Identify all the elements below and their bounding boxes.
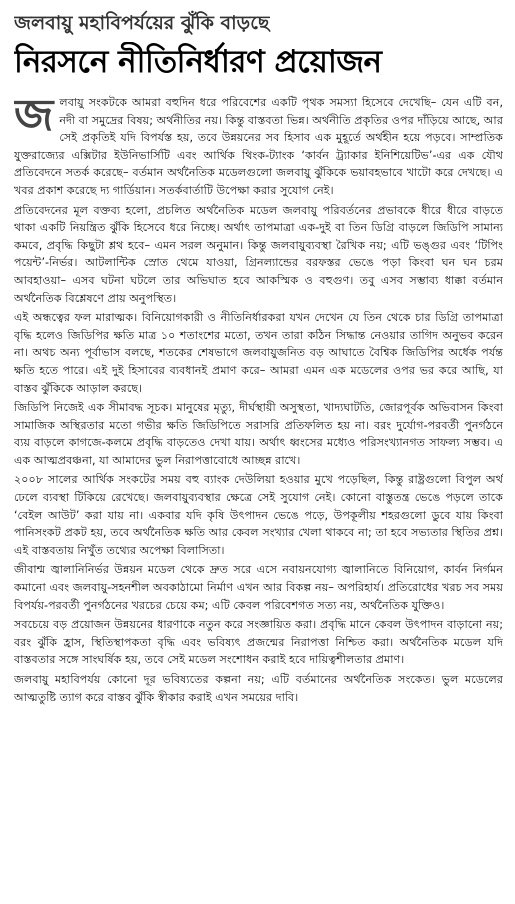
paragraph-text: লবায়ু সংকটকে আমরা বহুদিন ধরে পরিবেশের একটি পৃথক সমস্যা হিসেবে দেখেছি– যেন এটি বন, নদী বা সমুদ্রের বিষয়; অর্থনীতির নয়। কিন্তু বাস্তবতা ভিন্ন। অর্থনীতি প্রকৃতির ওপর দাঁড়িয়ে আছে, আর সেই প্রকৃতিই যদি বিপর্যস্ত হয়, তবে উন্নয়নের সব হিসাব এক মুহূর্তে অর্থহীন হয়ে পড়বে। সাম্প্রতিক যুক্তরাজ্যের এক্সিটার ইউনিভার্সিটি এবং আর্থিক থিংক-ট্যাংক ‘কার্বন ট্র্যাকার ইনিশিয়েটিভ’-এর এক যৌথ প্রতিবেদনে সতর্ক করেছে– বর্তমান অর্থনৈতিক মডেলগুলো জলবায়ু ঝুঁকিকে ভয়াবহভাবে খাটো করে দেখছে। এ খবর প্রকাশ করেছে দ্য গার্ডিয়ান। সতর্কবার্তাটি উপেক্ষা করার সুযোগ নেই। <box>14 96 503 197</box>
article-paragraph-7: সবচেয়ে বড় প্রয়োজন উন্নয়নের ধারণাকে নতুন করে সংজ্ঞায়িত করা। প্রবৃদ্ধি মানে কেবল উৎপাদন বাড়ানো নয়; বরং ঝুঁকি হ্রাস, স্থিতিস্থাপকতা বৃদ্ধি এবং ভবিষ্যৎ প্রজন্মের নিরাপত্তা নিশ্চিত করা। অর্থনৈতিক মডেল যদি বাস্তবতার সঙ্গে সাংঘর্ষিক হয়, তবে সেই মডেল সংশোধন করাই হবে দায়িত্বশীলতার প্রমাণ। <box>14 618 503 667</box>
article-paragraph-3: এই অন্ধত্বের ফল মারাত্মক। বিনিয়োগকারী ও নীতিনির্ধারকরা যখন দেখেন যে তিন থেকে চার ডিগ্রি তাপমাত্রা বৃদ্ধি হলেও জিডিপির ক্ষতি মাত্র ১০ শতাংশের মতো, তখন তারা কঠিন সিদ্ধান্ত নেওয়ার তাগিদ অনুভব করেন না। অথচ অন্য পূর্বাভাস বলছে, শতকের শেষভাগে জলবায়ুজনিত বড় আঘাতে বৈশ্বিক জিডিপির অর্ধেক পর্যন্ত ক্ষতি হতে পারে। এই দুই হিসাবের ব্যবধানই প্রমাণ করে– আমরা এমন এক মডেলের ওপর ভর করে আছি, যা বাস্তব ঝুঁকিকে আড়াল করছে। <box>14 311 503 395</box>
drop-cap: জ <box>14 94 54 141</box>
article-paragraph-6: জীবাশ্ম জ্বালানিনির্ভর উন্নয়ন মডেল থেকে দ্রুত সরে এসে নবায়নযোগ্য জ্বালানিতে বিনিয়োগ, কার্বন নির্গমন কমানো এবং জলবায়ু-সহনশীল অবকাঠামো নির্মাণ এখন আর বিকল্প নয়– অপরিহার্য। প্রতিরোধের খরচ সব সময় বিপর্যয়-পরবর্তী পুনর্গঠনের খরচের চেয়ে কম; এটি কেবল পরিবেশগত সত্য নয়, অর্থনৈতিক যুক্তিও। <box>14 563 503 612</box>
article-paragraph-8: জলবায়ু মহাবিপর্যয় কোনো দূর ভবিষ্যতের কল্পনা নয়; এটি বর্তমানের অর্থনৈতিক সংকেত। ভুল মডেলের আত্মতুষ্টি ত্যাগ করে বাস্তব ঝুঁকি স্বীকার করাই এখন সময়ের দাবি। <box>14 673 503 704</box>
article-headline: নিরসনে নীতিনির্ধারণ প্রয়োজন <box>14 44 382 80</box>
article-paragraph-2: প্রতিবেদনের মূল বক্তব্য হলো, প্রচলিত অর্থনৈতিক মডেল জলবায়ু পরিবর্তনের প্রভাবকে ধীরে ধীরে বাড়তে থাকা একটি নিয়ন্ত্রিত ঝুঁকি হিসেবে ধরে নিচ্ছে। অর্থাৎ তাপমাত্রা এক-দুই বা তিন ডিগ্রি বাড়লে জিডিপি সামান্য কমবে, প্রবৃদ্ধি কিছুটা শ্লথ হবে– এমন সরল অনুমান। কিন্তু জলবায়ুব্যবস্থা রৈখিক নয়; এটি ভঙ্গুর এবং ‘টিপিং পয়েন্ট’-নির্ভর। আটলান্টিক স্রোত থেমে যাওয়া, গ্রিনল্যান্ডের বরফস্তর ভেঙে পড়া কিংবা ঘন ঘন চরম আবহাওয়া– এসব ঘটনা ঘটলে তার অভিঘাত হবে আকস্মিক ও বহুগুণ। তবু এসব সম্ভাব্য ধাক্কা বর্তমান অর্থনৈতিক বিশ্লেষণে প্রায় অনুপস্থিত। <box>14 203 503 305</box>
article-body <box>14 94 503 839</box>
article-paragraph-4: জিডিপি নিজেই এক সীমাবদ্ধ সূচক। মানুষের মৃত্যু, দীর্ঘস্থায়ী অসুস্থতা, খাদ্যঘাটতি, জোরপূর্বক অভিবাসন কিংবা সামাজিক অস্থিরতার মতো গভীর ক্ষতি জিডিপিতে সরাসরি প্রতিফলিত হয় না। বরং দুর্যোগ-পরবর্তী পুনর্গঠনে ব্যয় বাড়লে কাগজে-কলমে প্রবৃদ্ধি বাড়তেও দেখা যায়। অর্থাৎ ধ্বংসের মধ্যেও পরিসংখ্যানগত সাফল্য সম্ভব। এ এক আত্মপ্রবঞ্চনা, যা আমাদের ভুল নিরাপত্তাবোধে আচ্ছন্ন রাখে। <box>14 401 503 467</box>
article-kicker: জলবায়ু মহাবিপর্যয়ের ঝুঁকি বাড়ছে <box>14 12 270 34</box>
article-paragraph-1 <box>14 94 503 200</box>
article-paragraph-5: ২০০৮ সালের আর্থিক সংকটের সময় বহু ব্যাংক দেউলিয়া হওয়ার মুখে পড়েছিল, কিন্তু রাষ্ট্রগুলো বিপুল অর্থ ঢেলে ব্যবস্থা টিকিয়ে রেখেছে। জলবায়ুব্যবস্থার ক্ষেত্রে সেই সুযোগ নেই। কোনো বাস্তুতন্ত্র ভেঙে পড়লে তাকে ‘বেইল আউট’ করা যায় না। একবার যদি কৃষি উৎপাদন ভেঙে পড়ে, উপকূলীয় শহরগুলো ডুবে যায় কিংবা পানিসংকট প্রকট হয়, তবে অর্থনৈতিক ক্ষতি আর কেবল সংখ্যার খেলা থাকবে না; তা হবে সভ্যতার স্থিতির প্রশ্ন। এই বাস্তবতায় নিখুঁত তথ্যের অপেক্ষা বিলাসিতা। <box>14 473 503 557</box>
bottom-margin <box>0 898 515 904</box>
